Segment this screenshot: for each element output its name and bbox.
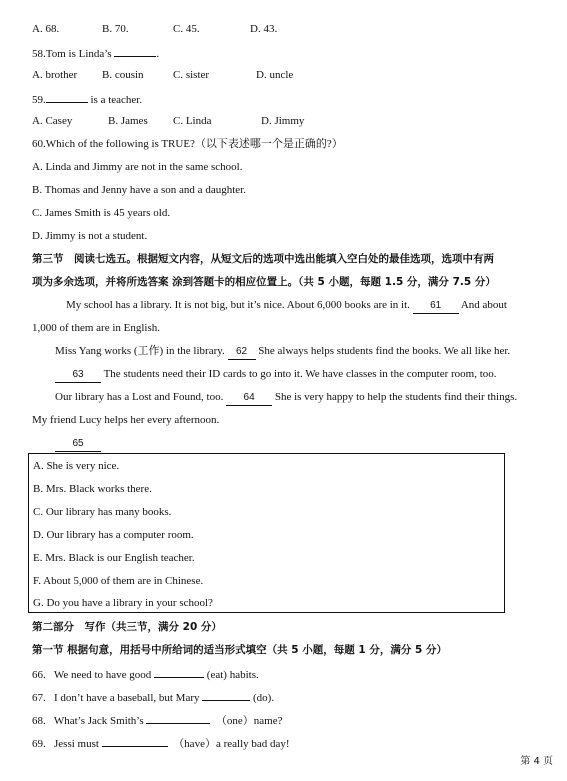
q59-option-a: A. Casey xyxy=(32,115,73,127)
choice-d: D. Our library has a computer room. xyxy=(33,529,194,541)
q57-option-c: C. 45. xyxy=(173,23,200,35)
section3-heading-line2: 项为多余选项，并将所选答案 涂到答题卡的相应位置上。（共 5 小题，每题 1.5 分，满分 7.5 分） xyxy=(32,276,496,288)
choice-a: A. She is very nice. xyxy=(33,460,120,472)
passage-paragraph-4 xyxy=(55,390,517,406)
page-number: 第 4 页 xyxy=(520,756,553,767)
q68-hint: （one）name? xyxy=(215,715,283,727)
passage-paragraph-3 xyxy=(55,367,497,383)
passage-paragraph-1 xyxy=(66,298,507,314)
q66-hint: (eat) habits. xyxy=(206,669,259,681)
q59-prefix: 59. xyxy=(32,94,46,106)
q57-option-d: D. 43. xyxy=(250,23,278,35)
passage-p4-text: Our library has a Lost and Found, too. xyxy=(55,391,224,403)
q60-option-d: D. Jimmy is not a student. xyxy=(32,230,148,242)
passage-p1-text: My school has a library. It is not big, but it’s nice. About 6,000 books are in it. xyxy=(66,299,410,311)
q59-option-c: C. Linda xyxy=(173,115,212,127)
q67-text: I don’t have a baseball, but Mary xyxy=(54,692,200,704)
q58-prefix: 58.Tom is Linda’s xyxy=(32,48,112,60)
q60-option-c: C. James Smith is 45 years old. xyxy=(32,207,171,219)
question-66 xyxy=(32,666,259,682)
q67-number: 67. xyxy=(32,692,46,704)
passage-p2-text: Miss Yang works (工作) in the library. xyxy=(55,345,225,357)
question-68 xyxy=(32,712,282,728)
q68-blank xyxy=(146,712,210,724)
q68-number: 68. xyxy=(32,715,46,727)
q57-option-a: A. 68. xyxy=(32,23,60,35)
q69-hint: （have）a really bad day! xyxy=(173,738,290,750)
passage-paragraph-2 xyxy=(55,344,510,360)
q69-blank xyxy=(102,735,168,747)
q58-suffix: . xyxy=(156,48,160,60)
q69-number: 69. xyxy=(32,738,46,750)
section3-heading-line1: 第三节 阅读七选五。根据短文内容，从短文后的选项中选出能填入空白处的最佳选项，选项中有两 xyxy=(32,253,494,265)
choice-e: E. Mrs. Black is our English teacher. xyxy=(33,552,195,564)
q59-suffix: is a teacher. xyxy=(90,94,143,106)
passage-p1-continued: 1,000 of them are in English. xyxy=(32,322,161,334)
q58-option-b: B. cousin xyxy=(102,69,144,81)
passage-p1-tail: And about xyxy=(460,299,507,311)
blank-64: 64 xyxy=(226,391,272,406)
question-58 xyxy=(32,45,159,61)
q68-text: What’s Jack Smith’s xyxy=(53,715,144,727)
q67-blank xyxy=(202,689,250,701)
part2-section1-heading: 第一节 根据句意，用括号中所给词的适当形式填空（共 5 小题，每题 1 分，满分 5 分） xyxy=(32,644,448,656)
passage-p3-text: The students need their ID cards to go into it. We have classes in the computer room, too. xyxy=(103,368,497,380)
q58-option-c: C. sister xyxy=(173,69,210,81)
blank-62: 62 xyxy=(228,345,256,360)
passage-p4-tail: She is very happy to help the students find their things. xyxy=(274,391,518,403)
q60-option-a: A. Linda and Jimmy are not in the same school. xyxy=(32,161,243,173)
q58-option-d: D. uncle xyxy=(256,69,294,81)
q57-option-b: B. 70. xyxy=(102,23,129,35)
passage-paragraph-5 xyxy=(55,436,101,452)
choice-c: C. Our library has many books. xyxy=(33,506,172,518)
choice-g: G. Do you have a library in your school? xyxy=(33,597,213,609)
q59-blank xyxy=(46,91,88,103)
passage-p4-continued: My friend Lucy helps her every afternoon. xyxy=(32,414,220,426)
question-60: 60.Which of the following is TRUE?（以下表述哪一个是正确的?） xyxy=(32,138,343,150)
part2-heading: 第二部分 写作（共三节，满分 20 分） xyxy=(32,621,222,633)
choices-box xyxy=(28,453,505,613)
q66-number: 66. xyxy=(32,669,46,681)
q66-blank xyxy=(154,666,204,678)
q60-option-b: B. Thomas and Jenny have a son and a daughter. xyxy=(32,184,246,196)
blank-61: 61 xyxy=(413,299,459,314)
q58-option-a: A. brother xyxy=(32,69,78,81)
choice-f: F. About 5,000 of them are in Chinese. xyxy=(33,575,204,587)
q58-blank xyxy=(114,45,156,57)
q66-text: We need to have good xyxy=(53,669,152,681)
blank-65: 65 xyxy=(55,437,101,452)
q67-hint: (do). xyxy=(253,692,275,704)
q59-option-d: D. Jimmy xyxy=(261,115,305,127)
passage-p2-tail: She always helps students find the books. We all like her. xyxy=(258,345,511,357)
question-67 xyxy=(32,689,274,705)
choice-b: B. Mrs. Black works there. xyxy=(33,483,152,495)
blank-63: 63 xyxy=(55,368,101,383)
question-69 xyxy=(32,735,290,751)
question-59 xyxy=(32,91,142,107)
q59-option-b: B. James xyxy=(108,115,148,127)
q69-text: Jessi must xyxy=(54,738,99,750)
